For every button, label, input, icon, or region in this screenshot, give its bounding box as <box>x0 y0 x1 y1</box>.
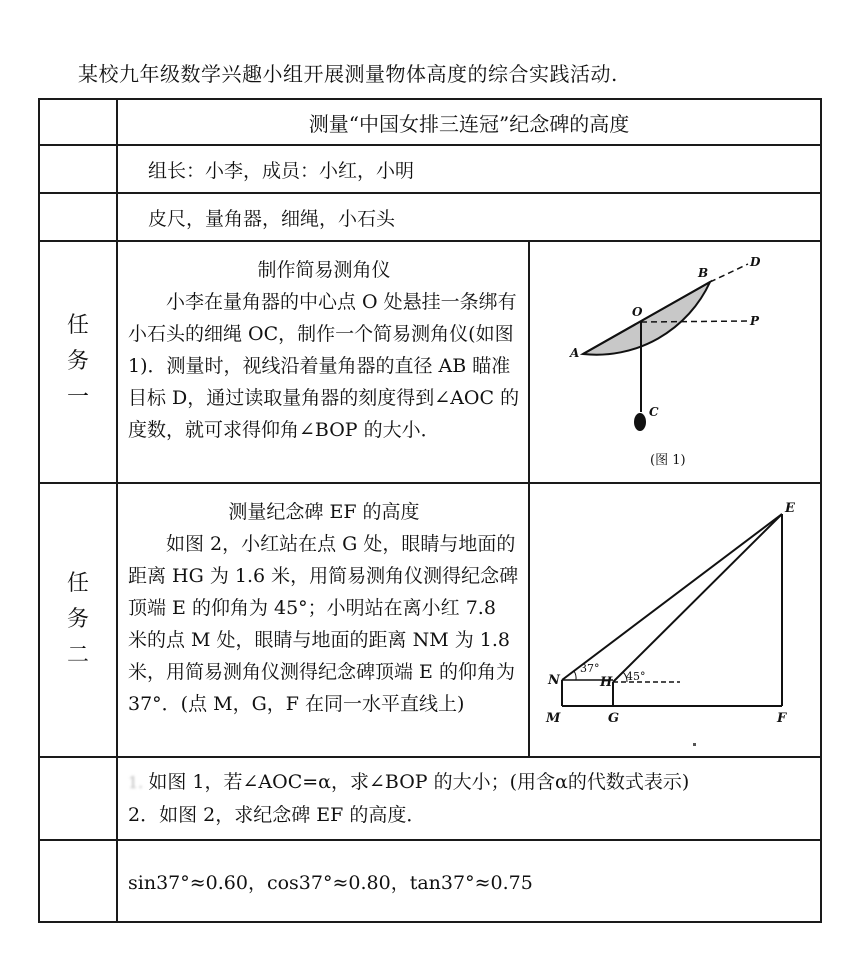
questions-cell <box>117 757 821 840</box>
figure-1-caption: (图 1) <box>649 453 686 468</box>
label-o: O <box>631 305 643 319</box>
label-task2: 任 务 二 <box>39 483 117 757</box>
hints-text: sin37°≈0.60，cos37°≈0.80，tan37°≈0.75 <box>117 840 821 922</box>
question-2: 2．如图 2，求纪念碑 EF 的高度． <box>128 804 426 826</box>
sight-line-bd <box>710 264 748 282</box>
angle-label-n: 37° <box>579 662 600 675</box>
figure-1-cell <box>529 241 821 483</box>
label-b: B <box>697 266 709 280</box>
label-e: E <box>784 501 795 516</box>
label-m: M <box>545 711 561 726</box>
label-a: A <box>569 346 580 360</box>
figure-2-monument <box>530 484 818 752</box>
members-text: 组长：小李，成员：小红，小明 <box>117 145 821 193</box>
label-g: G <box>607 711 620 726</box>
row-hints <box>39 840 821 922</box>
figure-2-cell <box>529 483 821 757</box>
label-members <box>39 145 117 193</box>
label-tools <box>39 193 117 241</box>
label-questions <box>39 757 117 840</box>
label-n: N <box>547 673 560 688</box>
task2-heading: 测量纪念碑 EF 的高度 <box>228 501 420 523</box>
sight-line-he <box>613 514 782 682</box>
task1-text-cell <box>117 241 529 483</box>
stone <box>634 413 646 431</box>
sight-line-ne <box>562 514 782 680</box>
row-members <box>39 145 821 193</box>
row-questions <box>39 757 821 840</box>
label-p: P <box>749 314 760 328</box>
intro-text: 某校九年级数学兴趣小组开展测量物体高度的综合实践活动. <box>78 62 618 86</box>
angle-label-h: 45° <box>625 670 646 683</box>
label-hints <box>39 840 117 922</box>
tools-text: 皮尺，量角器，细绳，小石头 <box>117 193 821 241</box>
figure-1-protractor <box>530 242 818 478</box>
task1-heading: 制作简易测角仪 <box>257 259 391 281</box>
topic-text: 测量“中国女排三连冠”纪念碑的高度 <box>117 99 821 145</box>
task1-body: 小李在量角器的中心点 O 处悬挂一条绑有小石头的细绳 OC，制作一个简易测角仪(如图 1)．测量时，视线沿着量角器的直径 AB 瞄准目标 D，通过读取量角器的刻度得到∠AOC 的度数，就可求得仰角∠BOP 的大小． <box>128 291 520 441</box>
angle-arc-n <box>574 671 576 680</box>
task2-text-cell <box>117 483 529 757</box>
label-task1: 任 务 一 <box>39 241 117 483</box>
label-f: F <box>776 711 787 726</box>
label-topic <box>39 99 117 145</box>
row-topic <box>39 99 821 145</box>
question-1: 如图 1，若∠AOC=α，求∠BOP 的大小；(用含α的代数式表示) <box>148 771 690 793</box>
label-c: C <box>648 405 659 419</box>
label-h: H <box>599 675 613 690</box>
task2-body: 如图 2，小红站在点 G 处，眼睛与地面的距离 HG 为 1.6 米，用简易测角仪测得纪念碑顶端 E 的仰角为 45°；小明站在离小红 7.8 米的点 M 处，眼睛与地面的距离 NM 为 1.8 米，用简易测角仪测得纪念碑顶端 E 的仰角为 37°．(点 M，G，F 在同一水平直线上) <box>128 533 519 715</box>
activity-table <box>38 98 822 923</box>
label-d: D <box>749 255 761 269</box>
stray-mark <box>693 743 696 746</box>
q1-prefix: 1. <box>128 773 149 792</box>
row-tools <box>39 193 821 241</box>
row-task1 <box>39 241 821 483</box>
row-task2 <box>39 483 821 757</box>
